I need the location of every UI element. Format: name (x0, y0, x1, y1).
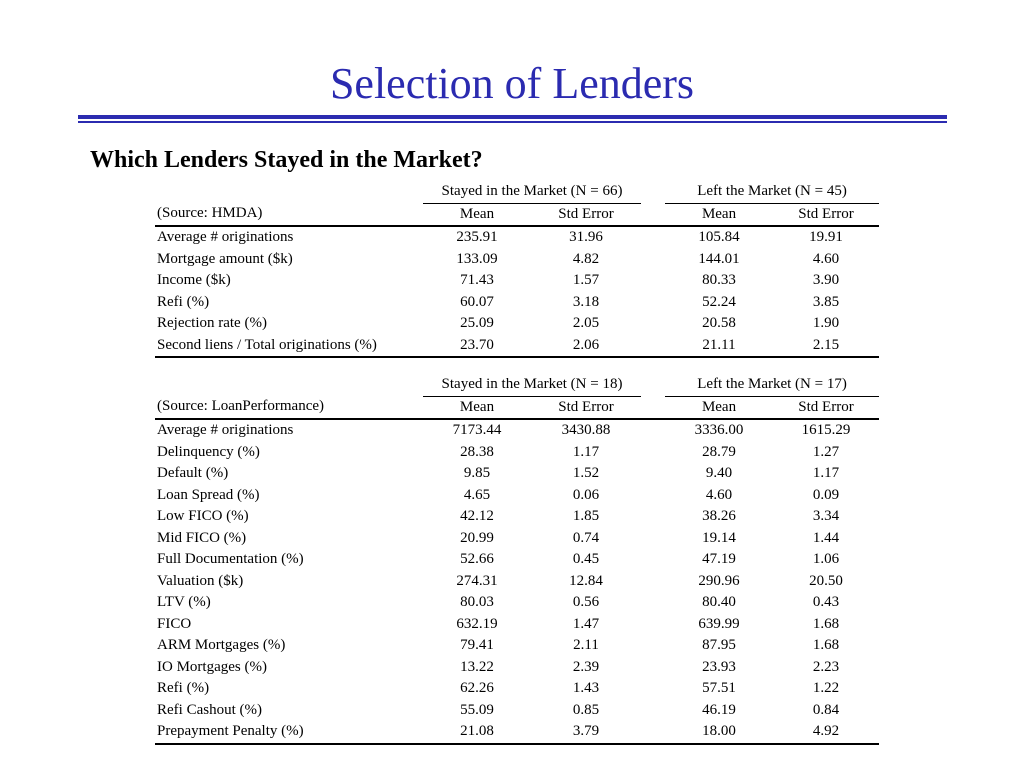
table-group-header-row (155, 181, 879, 203)
hmda-table (155, 181, 879, 358)
col-header-std-error: Std Error (773, 396, 879, 419)
row-label: Average # originations (157, 422, 294, 438)
table-gap-cell (641, 226, 665, 249)
table-row (155, 313, 879, 335)
left-mean: 290.96 (698, 572, 740, 589)
title-rule-thick (78, 115, 947, 119)
table-gap-cell (641, 313, 665, 335)
table-gap-cell (641, 181, 665, 203)
hmda-table-body (155, 181, 879, 357)
left-std-error: 19.91 (809, 229, 843, 245)
table-gap-cell (641, 335, 665, 358)
table-column-header-row (155, 203, 879, 226)
left-std-error: 1.17 (812, 465, 840, 481)
row-label: Refi Cashout (%) (157, 701, 262, 718)
stayed-mean: 20.99 (460, 529, 494, 546)
stayed-mean: 274.31 (456, 572, 498, 589)
row-label: LTV (%) (157, 594, 211, 610)
row-label: Mortgage amount ($k) (157, 250, 293, 267)
table-group-header-row (155, 374, 879, 396)
table-row (155, 528, 879, 550)
stayed-mean: 632.19 (456, 615, 498, 632)
left-mean: 4.60 (705, 486, 733, 503)
row-label: Prepayment Penalty (%) (155, 721, 423, 744)
left-mean: 18.00 (665, 721, 773, 744)
stayed-std-error: 2.11 (573, 637, 599, 653)
table-row (155, 657, 879, 679)
stayed-mean: 55.09 (460, 701, 494, 718)
slide-title: Selection of Lenders (329, 59, 695, 108)
stayed-mean: 79.41 (460, 637, 494, 653)
row-label: Income ($k) (157, 272, 231, 288)
table-source-label: (Source: HMDA) (155, 203, 423, 226)
table-row (155, 700, 879, 722)
title-rule-thin (78, 121, 947, 123)
stayed-mean: 4.65 (463, 486, 491, 503)
left-mean: 46.19 (702, 701, 736, 718)
left-mean: 38.26 (702, 508, 736, 524)
left-std-error: 0.43 (812, 594, 840, 610)
left-mean: 21.11 (665, 335, 773, 358)
table-gap-cell (641, 506, 665, 528)
stayed-std-error: 3430.88 (561, 422, 611, 438)
left-std-error: 1.68 (812, 637, 840, 653)
stayed-mean: 23.70 (423, 335, 531, 358)
row-label: Average # originations (157, 229, 294, 245)
table-gap-cell (641, 678, 665, 700)
stayed-mean: 25.09 (460, 315, 494, 331)
table-gap-cell (641, 203, 665, 226)
row-label: Second liens / Total originations (%) (155, 335, 423, 358)
group-header-left: Left the Market (N = 17) (665, 374, 879, 396)
left-mean: 639.99 (698, 615, 740, 632)
left-std-error: 1.27 (812, 443, 840, 460)
row-label: Full Documentation (%) (157, 551, 304, 567)
table-gap-cell (641, 549, 665, 571)
row-label: Refi (%) (157, 680, 210, 696)
table-row (155, 506, 879, 528)
table-empty-cell (155, 181, 423, 203)
table-row (155, 485, 879, 507)
stayed-std-error: 3.18 (572, 293, 600, 310)
row-label: Mid FICO (%) (157, 529, 247, 546)
table-gap-cell (641, 614, 665, 636)
stayed-std-error: 2.05 (572, 315, 600, 331)
row-label: Delinquency (%) (157, 443, 260, 460)
stayed-mean: 235.91 (456, 229, 498, 245)
row-label: Loan Spread (%) (157, 486, 260, 503)
left-mean: 80.40 (702, 594, 736, 610)
left-mean: 57.51 (702, 680, 736, 696)
col-header-std-error: Std Error (773, 203, 879, 226)
table-row (155, 571, 879, 593)
stayed-mean: 9.85 (463, 465, 491, 481)
stayed-mean: 28.38 (460, 443, 494, 460)
left-std-error: 1.68 (812, 615, 840, 632)
left-std-error: 0.84 (812, 701, 840, 718)
stayed-mean: 52.66 (460, 551, 494, 567)
left-mean: 144.01 (698, 250, 740, 267)
table-row (155, 678, 879, 700)
left-mean: 52.24 (702, 293, 736, 310)
stayed-std-error: 1.85 (572, 508, 600, 524)
table-gap-cell (641, 657, 665, 679)
stayed-mean: 42.12 (460, 508, 494, 524)
left-std-error: 3.34 (812, 508, 840, 524)
stayed-std-error: 4.82 (572, 250, 600, 267)
left-std-error: 20.50 (809, 572, 843, 589)
col-header-mean: Mean (423, 203, 531, 226)
table-row (155, 419, 879, 442)
table-gap-cell (641, 292, 665, 314)
stayed-std-error: 3.79 (531, 721, 641, 744)
stayed-std-error: 12.84 (569, 572, 603, 589)
col-header-mean: Mean (665, 203, 773, 226)
left-std-error: 1615.29 (801, 422, 851, 438)
stayed-std-error: 1.57 (572, 272, 600, 288)
left-mean: 47.19 (702, 551, 736, 567)
row-label: Default (%) (157, 465, 229, 481)
stayed-std-error: 1.43 (572, 680, 600, 696)
stayed-std-error: 1.47 (572, 615, 600, 632)
table-gap-cell (641, 374, 665, 396)
table-gap-cell (641, 463, 665, 485)
left-mean: 105.84 (698, 229, 740, 245)
row-label: Rejection rate (%) (157, 315, 267, 331)
table-row (155, 270, 879, 292)
table-gap-cell (641, 396, 665, 419)
stayed-std-error: 0.56 (572, 594, 600, 610)
group-header-stayed: Stayed in the Market (N = 18) (423, 374, 641, 396)
table-column-header-row (155, 396, 879, 419)
stayed-std-error: 0.74 (572, 529, 600, 546)
table-gap-cell (641, 571, 665, 593)
table-empty-cell (155, 374, 423, 396)
left-mean: 87.95 (702, 637, 736, 653)
left-std-error: 0.09 (812, 486, 840, 503)
stayed-mean: 133.09 (456, 250, 498, 267)
stayed-std-error: 1.17 (572, 443, 600, 460)
row-label: Valuation ($k) (157, 572, 244, 589)
col-header-mean: Mean (665, 396, 773, 419)
left-std-error: 4.92 (773, 721, 879, 744)
stayed-mean: 21.08 (423, 721, 531, 744)
left-std-error: 1.06 (812, 551, 840, 567)
row-label: IO Mortgages (%) (157, 658, 267, 675)
stayed-mean: 62.26 (460, 680, 494, 696)
table-gap-cell (641, 528, 665, 550)
table-gap-cell (641, 721, 665, 744)
stayed-mean: 71.43 (460, 272, 494, 288)
table-gap-cell (641, 700, 665, 722)
row-label: Refi (%) (157, 293, 210, 310)
loanperformance-table-body (155, 374, 879, 744)
table-source-label: (Source: LoanPerformance) (155, 396, 423, 419)
stayed-mean: 60.07 (460, 293, 494, 310)
table-gap-cell (641, 270, 665, 292)
stayed-std-error: 1.52 (572, 465, 600, 481)
table-row (155, 292, 879, 314)
stayed-mean: 13.22 (460, 658, 494, 675)
col-header-mean: Mean (423, 396, 531, 419)
left-mean: 28.79 (702, 443, 736, 460)
slide-subtitle: Which Lenders Stayed in the Market? (90, 147, 483, 173)
stayed-mean: 7173.44 (452, 422, 502, 438)
left-mean: 3336.00 (694, 422, 744, 438)
left-mean: 9.40 (705, 465, 733, 481)
table-row (155, 549, 879, 571)
col-header-std-error: Std Error (531, 203, 641, 226)
table-row (155, 442, 879, 464)
left-std-error: 2.23 (812, 658, 840, 675)
row-label: ARM Mortgages (%) (157, 637, 286, 653)
col-header-std-error: Std Error (531, 396, 641, 419)
table-gap-cell (641, 635, 665, 657)
stayed-std-error: 0.45 (572, 551, 600, 567)
left-std-error: 1.44 (812, 529, 840, 546)
group-header-stayed: Stayed in the Market (N = 66) (423, 181, 641, 203)
table-gap-cell (641, 249, 665, 271)
stayed-std-error: 0.85 (572, 701, 600, 718)
stayed-std-error: 31.96 (569, 229, 603, 245)
row-label: Low FICO (%) (157, 508, 249, 524)
table-row (155, 635, 879, 657)
left-mean: 23.93 (702, 658, 736, 675)
stayed-mean: 80.03 (460, 594, 494, 610)
stayed-std-error: 2.39 (572, 658, 600, 675)
left-mean: 19.14 (702, 529, 736, 546)
table-row (155, 614, 879, 636)
table-gap-cell (641, 485, 665, 507)
stayed-std-error: 0.06 (572, 486, 600, 503)
left-mean: 80.33 (702, 272, 736, 288)
group-header-left: Left the Market (N = 45) (665, 181, 879, 203)
left-std-error: 3.90 (812, 272, 840, 288)
left-mean: 20.58 (702, 315, 736, 331)
table-gap-cell (641, 442, 665, 464)
left-std-error: 3.85 (812, 293, 840, 310)
left-std-error: 2.15 (773, 335, 879, 358)
left-std-error: 1.90 (812, 315, 840, 331)
table-row (155, 592, 879, 614)
table-row (155, 335, 879, 358)
table-row (155, 463, 879, 485)
table-row (155, 249, 879, 271)
loanperformance-table (155, 374, 879, 745)
left-std-error: 1.22 (812, 680, 840, 696)
left-std-error: 4.60 (812, 250, 840, 267)
table-gap-cell (641, 419, 665, 442)
row-label: FICO (157, 615, 192, 632)
table-gap-cell (641, 592, 665, 614)
table-row (155, 226, 879, 249)
stayed-std-error: 2.06 (531, 335, 641, 358)
table-row (155, 721, 879, 744)
